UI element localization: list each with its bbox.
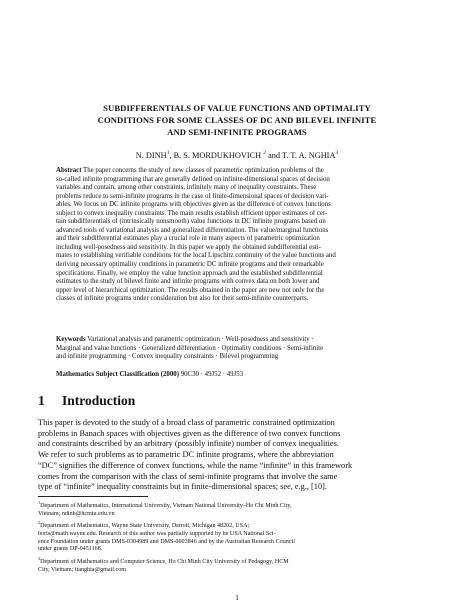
footnote-3-mark: 3 bbox=[38, 556, 41, 561]
abstract-line: upper level of hierarchical optimization. The results obtained in the paper are new not only for the bbox=[56, 286, 325, 294]
footnotes bbox=[38, 499, 436, 575]
footnote-3: $^3$Department of Mathematics and Computer Science, Ho Chi Minh City University of Pedagogy, HCM City, Vietnam; ttanghia@gmail.com bbox=[38, 556, 289, 573]
keywords bbox=[56, 336, 418, 362]
keywords-line: Keywords Variational analysis and parametric optimization · Well-posedness and sensitivity · bbox=[56, 336, 314, 343]
footnote-divider bbox=[38, 496, 148, 497]
abstract-line: specifications. Finally, we employ the value function approach and the established subdifferential bbox=[56, 269, 323, 277]
intro-line: This paper is devoted to the study of a broad class of parametric constrained optimization bbox=[38, 418, 335, 427]
intro-line: type of “infinite” inequality constraints but in finite-dimensional spaces; see, e.g., [10]. bbox=[38, 482, 327, 492]
page-number: 1 bbox=[235, 593, 239, 602]
author-list bbox=[40, 148, 434, 161]
footnote-2-mark: 2 bbox=[38, 520, 41, 526]
keywords-line: and infinite programming · Convex inequality constraints · Bilevel programming bbox=[56, 353, 279, 361]
title-line-3: AND SEMI-INFINITE PROGRAMS bbox=[167, 127, 307, 137]
abstract-line: problems reduce to semi-infinite programs in the case of finite-dimensional spaces of decision vari- bbox=[56, 192, 329, 200]
footnote-1-mark: 1 bbox=[38, 500, 41, 505]
paper-title bbox=[40, 102, 434, 138]
abstract-line: variables and contain, among other constraints, infinitely many of inequality constraints. These bbox=[56, 184, 317, 192]
abstract-line: advanced tools of variational analysis and generalized differentiation. The value/marginal functions bbox=[56, 226, 329, 234]
abstract-line: estimates to the study of bilevel finite and infinite programs with convex data on both lower and bbox=[56, 278, 320, 286]
author-dinh-affiliation-mark: 1 bbox=[166, 150, 170, 156]
author-mordukhovich-affiliation-mark: 2 bbox=[263, 150, 266, 156]
intro-line: problems in Banach spaces with objectives given as the difference of two convex functions bbox=[38, 428, 341, 438]
section-heading bbox=[38, 393, 436, 409]
intro-line: and constraints described by an arbitrary (possibly infinite) number of convex inequalities. bbox=[38, 439, 339, 449]
title-line-1: SUBDIFFERENTIALS OF VALUE FUNCTIONS AND OPTIMALITY bbox=[103, 103, 371, 113]
section-number: 1 bbox=[38, 393, 45, 408]
author-dinh: N. DINH bbox=[135, 150, 167, 160]
author-mordukhovich: , B. S. MORDUKHOVICH bbox=[169, 150, 264, 160]
abstract bbox=[56, 167, 418, 304]
intro-line: “DC” signifies the difference of convex functions, while the name “infinite” in this framework bbox=[38, 460, 353, 470]
section-title: Introduction bbox=[62, 393, 136, 408]
abstract-line: classes of infinite programs under consideration but also for their semi-infinite counterparts. bbox=[56, 295, 309, 303]
abstract-line: so-called infinite programming that are generally defined on infinite-dimensional spaces of decision bbox=[56, 175, 330, 183]
abstract-line: Abstract The paper concerns the study of new classes of parametric optimization problems of the bbox=[56, 167, 324, 174]
abstract-label: Abstract bbox=[56, 167, 82, 174]
author-nghia: and T. T. A. NGHIA bbox=[266, 150, 336, 160]
subject-classification bbox=[56, 370, 418, 379]
abstract-line: ables. We focus on DC infinite programs with objectives given as the difference of convex functions bbox=[56, 201, 331, 209]
abstract-line: including well-posedness and sensitivity. In this paper we apply the obtained subdifferential esti- bbox=[56, 243, 321, 251]
abstract-line: subject to convex inequality constraints. The main results establish efficient upper estimates of cer- bbox=[56, 209, 328, 217]
abstract-line: and their subdifferential estimates play a crucial role in many aspects of parametric optimization bbox=[56, 235, 320, 243]
abstract-line: tain subdifferentials of (intrinsically nonsmooth) value functions in DC infinite programs based on bbox=[56, 218, 326, 226]
abstract-line: mates to establishing verifiable conditions for the local Lipschitz continuity of the value functions and bbox=[56, 252, 336, 260]
keywords-label: Keywords bbox=[56, 336, 86, 343]
title-line-2: CONDITIONS FOR SOME CLASSES OF DC AND BILEVEL INFINITE bbox=[97, 115, 377, 125]
intro-line: We refer to such problems as to parametric DC infinite programs, where the abbreviation bbox=[38, 450, 334, 460]
keywords-line: Marginal and value functions · Generalized differentiation · Optimality conditions · Semi-infinite bbox=[56, 344, 324, 352]
intro-line: comes from the comparison with the class of semi-infinite programs that involve the same bbox=[38, 471, 338, 481]
footnote-2: $^2$Department of Mathematics, Wayne State University, Detroit, Michigan 48202, USA; boris@math.wayne.edu. Research of this author was partially supported by he USA National Sci- ence Foundation under grants DMS-0304989 and DMS-0603846 and by the Australian Research Council under grants DP-0451168. bbox=[38, 520, 295, 553]
footnote-1: $^1$Department of Mathematics, International University, Vietnam National University–Ho Chi Minh City, Vietnam; ndinh@hcmiu.edu.vn bbox=[38, 500, 292, 517]
msc-label: Mathematics Subject Classification (2000) bbox=[56, 371, 179, 378]
introduction-paragraph bbox=[38, 418, 436, 493]
abstract-line: deriving necessary optimality conditions in parametric DC infinite programs and their remarkable bbox=[56, 261, 324, 269]
author-nghia-affiliation-mark: 3 bbox=[335, 150, 339, 156]
msc-codes: 90C30 · 49J52 · 49J53 bbox=[178, 371, 244, 378]
